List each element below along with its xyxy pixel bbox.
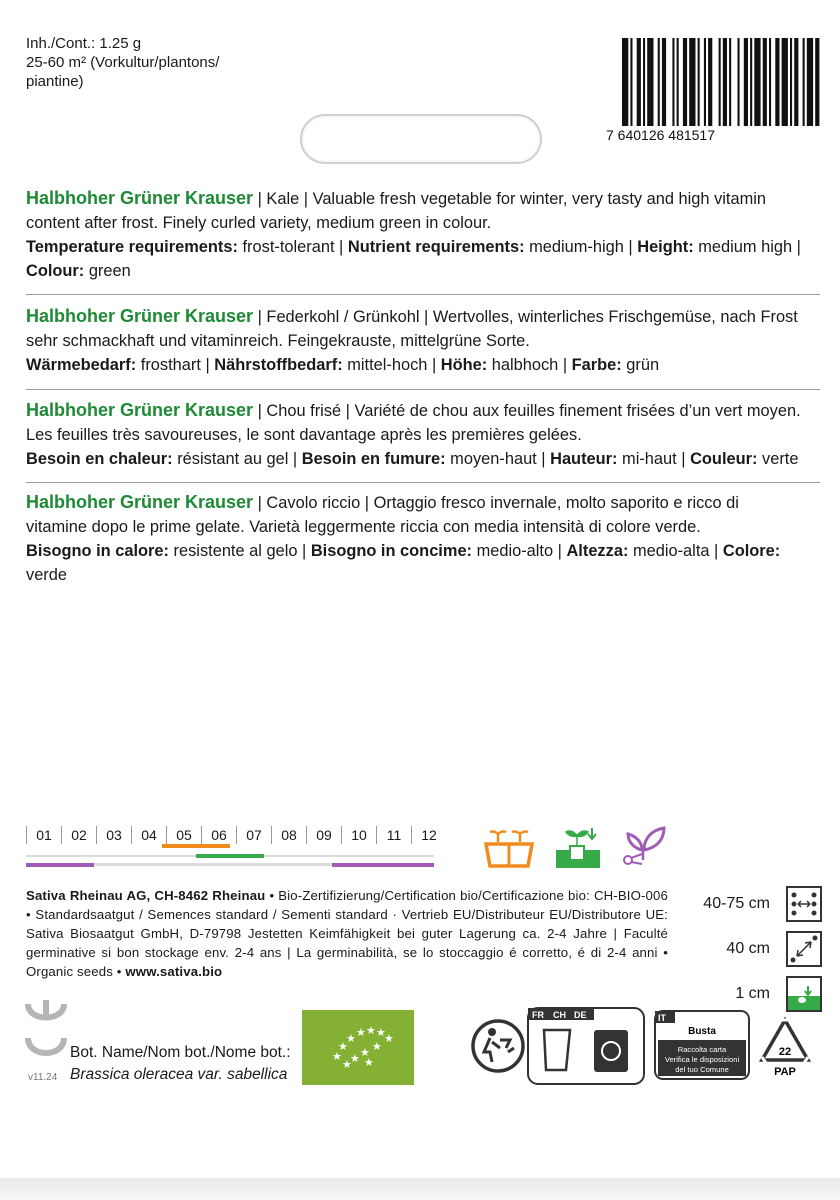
botanical-name: Brassica oleracea var. sabellica bbox=[70, 1066, 288, 1083]
barcode-bar bbox=[738, 38, 740, 126]
prop-value: medio-alta | bbox=[628, 542, 723, 560]
barcode-number: 7 640126 481517 bbox=[606, 127, 715, 143]
prop-label: Bisogno in concime: bbox=[310, 542, 473, 560]
italy-title: Busta bbox=[688, 1026, 716, 1037]
prop-value: résistant au gel | bbox=[172, 450, 302, 468]
eu-star-icon: ★ bbox=[342, 1058, 352, 1071]
prop-value: frosthart | bbox=[136, 356, 215, 374]
triman-icon bbox=[470, 1018, 526, 1074]
eu-star-icon: ★ bbox=[338, 1040, 348, 1053]
barcode-bar bbox=[794, 38, 798, 126]
package-contents bbox=[26, 34, 219, 91]
calendar-track bbox=[162, 863, 196, 866]
prop-label: Temperature requirements: bbox=[26, 238, 238, 256]
month-label: 03 bbox=[96, 826, 131, 844]
barcode-bar bbox=[744, 38, 748, 126]
prop-label: Höhe: bbox=[440, 356, 488, 374]
calendar-track bbox=[128, 855, 162, 857]
month-label: 02 bbox=[61, 826, 96, 844]
contents-weight: Inh./Cont.: 1.25 g bbox=[26, 35, 142, 52]
barcode-bars bbox=[622, 38, 820, 126]
eu-star-icon: ★ bbox=[360, 1046, 370, 1059]
calendar-track bbox=[162, 855, 196, 857]
month-label: 08 bbox=[271, 826, 306, 844]
country-ch: CH bbox=[553, 1010, 566, 1020]
calendar-track bbox=[264, 863, 298, 866]
eu-organic-logo bbox=[302, 1010, 414, 1085]
harvest-bar bbox=[400, 863, 434, 867]
prop-value: halbhoch | bbox=[487, 356, 572, 374]
sorting-info-icon bbox=[526, 1006, 646, 1086]
prop-value: resistente al gelo | bbox=[168, 542, 311, 560]
barcode-bar bbox=[647, 38, 653, 126]
barcode-bar bbox=[782, 38, 788, 126]
divider bbox=[26, 482, 820, 483]
prop-value: frost-tolerant | bbox=[237, 238, 348, 256]
calendar-track bbox=[298, 863, 332, 866]
variety-name: Halbhoher Grüner Krauser bbox=[26, 492, 254, 512]
barcode-bar bbox=[790, 38, 792, 126]
month-calendar bbox=[26, 826, 446, 844]
prop-label: Wärmebedarf: bbox=[26, 356, 137, 374]
plant-spacing-icon bbox=[786, 931, 822, 967]
calendar-track bbox=[26, 855, 60, 857]
barcode-bar bbox=[683, 38, 687, 126]
barcode-bar bbox=[815, 38, 819, 126]
calendar-track bbox=[196, 863, 230, 866]
month-label: 07 bbox=[236, 826, 271, 844]
row-spacing bbox=[690, 886, 822, 922]
calendar-track bbox=[128, 863, 162, 866]
prop-label: Colour: bbox=[26, 262, 85, 280]
description-text: | Cavolo riccio | Ortaggio fresco invernale, molto saporito e ricco di vitamine dopo le prime gelate. Varietà leggermente riccia con media intensità di colore verde. bbox=[26, 494, 739, 536]
website-link[interactable]: www.sativa.bio bbox=[125, 964, 223, 979]
barcode-bar bbox=[807, 38, 813, 126]
barcode-bar bbox=[643, 38, 645, 126]
country-fr: FR bbox=[532, 1010, 544, 1020]
description-text: | Chou frisé | Variété de chou aux feuilles finement frisées d’un vert moyen. Les feuilles très savoureuses, le sont davantage après les premières gelées. bbox=[26, 402, 801, 444]
prop-value: mittel-hoch | bbox=[342, 356, 441, 374]
eu-star-icon: ★ bbox=[364, 1056, 374, 1069]
barcode-bar bbox=[672, 38, 674, 126]
sowing-bar bbox=[162, 844, 196, 848]
barcode-bar bbox=[677, 38, 679, 126]
hanging-slot bbox=[300, 114, 542, 164]
description-text: | Kale | Valuable fresh vegetable for winter, very tasty and high vitamin content after frost. Finely curled variety, medium green in colour. bbox=[26, 190, 767, 232]
italy-line1: Raccolta carta bbox=[677, 1045, 727, 1054]
month-label: 10 bbox=[341, 826, 376, 844]
eu-star-icon: ★ bbox=[356, 1026, 366, 1039]
italy-line3: del tuo Comune bbox=[675, 1065, 729, 1074]
row-spacing-value: 40-75 cm bbox=[703, 895, 770, 912]
sowing-bar bbox=[196, 844, 230, 848]
month-label: 06 bbox=[201, 826, 236, 844]
prop-value: mi-haut | bbox=[617, 450, 691, 468]
pap-label: PAP bbox=[774, 1066, 796, 1078]
contents-area: 25-60 m² (Vorkultur/plantons/ bbox=[26, 54, 220, 71]
harvest-bar bbox=[60, 863, 94, 867]
prop-value: moyen-haut | bbox=[445, 450, 551, 468]
prop-label: Besoin en chaleur: bbox=[26, 450, 173, 468]
eu-star-icon: ★ bbox=[350, 1052, 360, 1065]
eu-organic-leaf-icon bbox=[302, 1010, 414, 1085]
description-it bbox=[26, 490, 802, 587]
version-code: v11.24 bbox=[28, 1072, 58, 1083]
botanical-name-block bbox=[70, 1042, 291, 1086]
harvest-bar bbox=[26, 863, 60, 867]
prop-value: medium high | bbox=[693, 238, 801, 256]
company-info bbox=[26, 886, 668, 981]
prop-value: verte bbox=[757, 450, 799, 468]
month-label: 09 bbox=[306, 826, 341, 844]
barcode-bar bbox=[763, 38, 767, 126]
prop-value: grün bbox=[621, 356, 660, 374]
month-label: 12 bbox=[411, 826, 446, 844]
botanical-label: Bot. Name/Nom bot./Nome bot.: bbox=[70, 1044, 291, 1061]
plant-spacing bbox=[690, 931, 822, 967]
pap-number: 22 bbox=[778, 1046, 792, 1058]
italy-line2: Verifica le disposizioni bbox=[664, 1055, 740, 1064]
barcode-bar bbox=[719, 38, 721, 126]
calendar-track bbox=[94, 863, 128, 866]
barcode-bar bbox=[698, 38, 700, 126]
harvest-bar bbox=[332, 863, 366, 867]
sowing-depth bbox=[690, 976, 822, 1012]
prop-label: Bisogno in calore: bbox=[26, 542, 169, 560]
calendar-track bbox=[400, 855, 434, 857]
barcode-bar bbox=[622, 38, 628, 126]
barcode-bar bbox=[689, 38, 695, 126]
description-en bbox=[26, 186, 802, 283]
calendar-track bbox=[298, 855, 332, 857]
eu-star-icon: ★ bbox=[372, 1040, 382, 1053]
variety-name: Halbhoher Grüner Krauser bbox=[26, 188, 254, 208]
prop-label: Nährstoffbedarf: bbox=[214, 356, 343, 374]
company-name: Sativa Rheinau AG, CH-8462 Rheinau bbox=[26, 888, 266, 903]
barcode-bar bbox=[775, 38, 779, 126]
calendar-bars bbox=[26, 843, 434, 869]
barcode-bar bbox=[630, 38, 632, 126]
prop-label: Colore: bbox=[722, 542, 781, 560]
description-fr bbox=[26, 398, 802, 471]
prop-label: Hauteur: bbox=[550, 450, 618, 468]
prop-label: Height: bbox=[637, 238, 694, 256]
calendar-track bbox=[230, 863, 264, 866]
month-label: 05 bbox=[166, 826, 201, 844]
row-spacing-icon bbox=[786, 886, 822, 922]
calendar-track bbox=[94, 855, 128, 857]
month-label: 01 bbox=[26, 826, 61, 844]
seed-tray-icon bbox=[484, 826, 534, 870]
harvest-scissors-icon bbox=[622, 824, 666, 870]
prop-value: medio-alto | bbox=[472, 542, 567, 560]
prop-value: green bbox=[84, 262, 131, 280]
contents-area-cont: piantine) bbox=[26, 73, 84, 90]
prop-label: Nutrient requirements: bbox=[347, 238, 525, 256]
description-text: | Federkohl / Grünkohl | Wertvolles, winterliches Frischgemüse, nach Frost sehr schmackhaft und vitaminreich. Feingekrauste, mittelgrüne Sorte. bbox=[26, 308, 798, 350]
sowing-depth-value: 1 cm bbox=[735, 985, 770, 1002]
barcode-bar bbox=[658, 38, 660, 126]
barcode-bar bbox=[662, 38, 666, 126]
transplant-icon bbox=[554, 824, 602, 870]
prop-label: Farbe: bbox=[571, 356, 622, 374]
month-label: 04 bbox=[131, 826, 166, 844]
barcode-bar bbox=[754, 38, 760, 126]
country-de: DE bbox=[574, 1010, 587, 1020]
calendar-track bbox=[264, 855, 298, 857]
prop-label: Altezza: bbox=[566, 542, 629, 560]
plant-spacing-value: 40 cm bbox=[726, 940, 770, 957]
company-legal-text: • Bio-Zertifizierung/Certification bio/Certificazione bio: CH-BIO-006 • Standardsaatgut / Semences standard / Sementi standard · Vertrieb EU/Distributeur EU/Distributore UE: Sativa Biosaatgut GmbH, D-79798 Jestetten Keimfähigkeit bei guter Lagerung ca. 2-4 Jahre | Faculté germinative si bon stockage env. 2-4 ans | La germinabilità, se lo stoccaggio é corretto, é di 2-4 anni • Organic seeds • bbox=[26, 888, 668, 979]
barcode-bar bbox=[708, 38, 712, 126]
barcode-bar bbox=[769, 38, 771, 126]
barcode bbox=[606, 34, 820, 164]
barcode-bar bbox=[723, 38, 727, 126]
barcode-bar bbox=[704, 38, 706, 126]
prop-label: Couleur: bbox=[690, 450, 758, 468]
harvest-bar bbox=[366, 863, 400, 867]
barcode-bar bbox=[637, 38, 641, 126]
eu-star-icon: ★ bbox=[376, 1026, 386, 1039]
prop-value: verde bbox=[26, 566, 68, 584]
barcode-bar bbox=[729, 38, 731, 126]
barcode-bar bbox=[750, 38, 752, 126]
eu-star-icon: ★ bbox=[346, 1032, 356, 1045]
prop-value: medium-high | bbox=[524, 238, 638, 256]
prop-label: Besoin en fumure: bbox=[301, 450, 446, 468]
variety-name: Halbhoher Grüner Krauser bbox=[26, 306, 254, 326]
pap-recycling-icon bbox=[756, 1016, 814, 1078]
planting-bar bbox=[230, 854, 264, 858]
italy-code: IT bbox=[658, 1013, 666, 1023]
eu-star-icon: ★ bbox=[332, 1050, 342, 1063]
italy-recycling-label bbox=[654, 1010, 750, 1080]
calendar-track bbox=[60, 855, 94, 857]
variety-name: Halbhoher Grüner Krauser bbox=[26, 400, 254, 420]
planting-bar bbox=[196, 854, 230, 858]
sowing-depth-icon bbox=[786, 976, 822, 1012]
barcode-bar bbox=[803, 38, 805, 126]
calendar-track bbox=[332, 855, 366, 857]
eu-star-icon: ★ bbox=[366, 1024, 376, 1037]
calendar-track bbox=[366, 855, 400, 857]
packet-edge bbox=[0, 1178, 840, 1200]
divider bbox=[26, 294, 820, 295]
divider bbox=[26, 389, 820, 390]
month-label: 11 bbox=[376, 826, 411, 844]
description-de bbox=[26, 304, 802, 377]
eu-star-icon: ★ bbox=[384, 1032, 394, 1045]
sativa-logo-icon bbox=[24, 996, 68, 1068]
